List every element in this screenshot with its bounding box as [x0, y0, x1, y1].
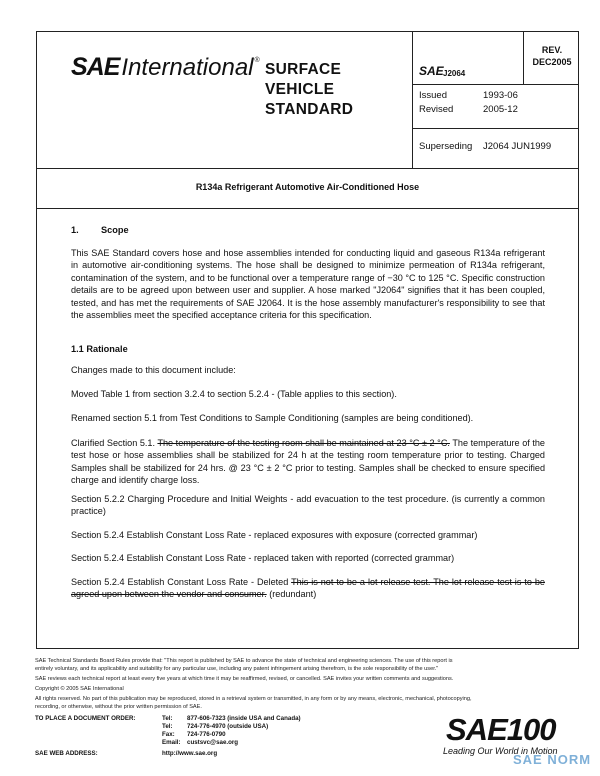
rationale-item-6: Section 5.2.4 Establish Constant Loss Rate - replaced taken with reported (corrected grammar) [71, 553, 455, 563]
web-link[interactable]: http://www.sae.org [162, 750, 218, 757]
rationale-item-3 [71, 437, 545, 487]
revision-label [525, 44, 579, 68]
issued-value: 1993-06 [483, 90, 518, 101]
revised-label: Revised [419, 104, 454, 115]
tel-outside-usa[interactable]: 724-776-4970 (outside USA) [187, 723, 269, 730]
footer-review-line: SAE reviews each technical report at least every five years at which time it may be reaffirmed, revised, or cancelled. SAE invites your written comments and suggestions. [35, 676, 454, 682]
item3-text-b: The temperature of the test hose or hose assemblies shall be stabilized for 24 h at the testing room temperature prior to testing. Charged Samples shall be stabilized for 24 hrs. @ 23 °C ± 2 °C prior to testing. Samples shall be checked to ensure specified charge and identify charge loss. [71, 438, 545, 486]
title-bottom-line [37, 208, 578, 209]
standard-type-line3: STANDARD [265, 101, 354, 118]
standard-type [265, 60, 353, 120]
rationale-item-7 [71, 576, 545, 601]
standard-frame [36, 31, 579, 649]
scope-paragraph: This SAE Standard covers hose and hose assemblies intended for conducting liquid and gaseous R134a refrigerant in automotive air-conditioning systems. The hose shall be designed to minimize permeation of R134a refrigerant, contamination of the system, and to be functional over a temperature range of −30 °C to 125 °C. Specific construction details are to be agreed upon between user and supplier. A hose marked "J2064" signifies that it has been coupled, tested, and has met the requirements of SAE J2064. It is the hose assembly manufacturer's responsibility to see that the assemblies meet the specified acceptance criteria for this specification. [71, 248, 545, 321]
footer-rights-line2: recording, or otherwise, without the prior written permission of SAE. [35, 704, 202, 710]
logo-trademark: ® [254, 57, 260, 64]
sae-mini-logo: SAE [419, 64, 444, 78]
document-title: R134a Refrigerant Automotive Air-Conditioned Hose [195, 182, 420, 192]
section1-number: 1. [71, 225, 79, 235]
order-label: TO PLACE A DOCUMENT ORDER: [35, 715, 136, 722]
item3-text-a: Clarified Section 5.1. [71, 438, 156, 448]
rationale-heading: 1.1 Rationale [71, 344, 128, 354]
superseding-label: Superseding [419, 141, 473, 152]
header-info-box [412, 32, 579, 168]
logo-international-text: International [121, 54, 254, 81]
item7-strikethrough: This is not to be a lot release test. The lot release test is to be agreed upon between the vendor and consumer. [71, 577, 545, 600]
rationale-intro: Changes made to this document include: [71, 365, 236, 375]
email-link[interactable]: custsvc@sae.org [187, 739, 239, 746]
rationale-item-2: Renamed section 5.1 from Test Conditions to Sample Conditioning (samples are being conditioned). [71, 413, 474, 423]
logo-sae-text: SAE [71, 53, 120, 81]
sae-international-logo [71, 53, 260, 82]
email-label: Email: [162, 739, 181, 746]
web-label: SAE WEB ADDRESS: [35, 750, 98, 757]
footer-copyright: Copyright © 2005 SAE International [35, 686, 124, 692]
document-number: J2064 [443, 69, 466, 78]
section1-heading: Scope [101, 225, 129, 235]
tel-inside-usa[interactable]: 877-606-7323 (inside USA and Canada) [187, 715, 301, 722]
superseding-value: J2064 JUN1999 [483, 141, 552, 152]
header-hline [413, 84, 579, 85]
standard-type-line1: SURFACE [265, 61, 342, 78]
footer-rules-line1: SAE Technical Standards Board Rules provide that: "This report is published by SAE to advance the state of technical and engineering sciences. The use of this report is [35, 658, 453, 664]
rationale-item-1: Moved Table 1 from section 3.2.4 to section 5.2.4 - (Table applies to this section). [71, 389, 397, 399]
title-row [37, 168, 578, 208]
tel-label: Tel: [162, 715, 173, 722]
rationale-item-4: Section 5.2.2 Charging Procedure and Initial Weights - add evacuation to the test procedure. (is currently a common practice) [71, 494, 545, 517]
footer-rules-line2: entirely voluntary, and its applicability and suitability for any particular use, including any patent infringement arising therefrom, is the sole responsibility of the user." [35, 666, 439, 672]
fax-number: 724-776-0790 [187, 731, 226, 738]
tel2-label: Tel: [162, 723, 173, 730]
sae100-tagline: Leading Our World in Motion [443, 746, 558, 756]
standard-type-line2: VEHICLE [265, 81, 335, 98]
footer-rights-line1: All rights reserved. No part of this publication may be reproduced, stored in a retrieval system or transmitted, in any form or by any means, electronic, mechanical, photocopying, [35, 696, 472, 702]
revision-line1: REV. [541, 45, 563, 55]
header-divider [523, 32, 524, 84]
header [37, 32, 578, 168]
item7-text-a: Section 5.2.4 Establish Constant Loss Rate - Deleted [71, 577, 289, 587]
sae100-logo: SAE100 [446, 712, 556, 747]
issued-label: Issued [419, 90, 447, 101]
item3-strikethrough: The temperature of the testing room shall be maintained at 23 °C ± 2 °C. [157, 438, 450, 448]
revised-value: 2005-12 [483, 104, 518, 115]
item7-text-b: (redundant) [269, 589, 317, 600]
sae-norm-watermark: SAE NORM [513, 752, 592, 767]
header-hline-2 [413, 128, 579, 129]
rationale-item-5: Section 5.2.4 Establish Constant Loss Rate - replaced exposures with exposure (corrected grammar) [71, 530, 478, 540]
revision-line2: DEC2005 [532, 57, 572, 67]
fax-label: Fax: [162, 731, 175, 738]
